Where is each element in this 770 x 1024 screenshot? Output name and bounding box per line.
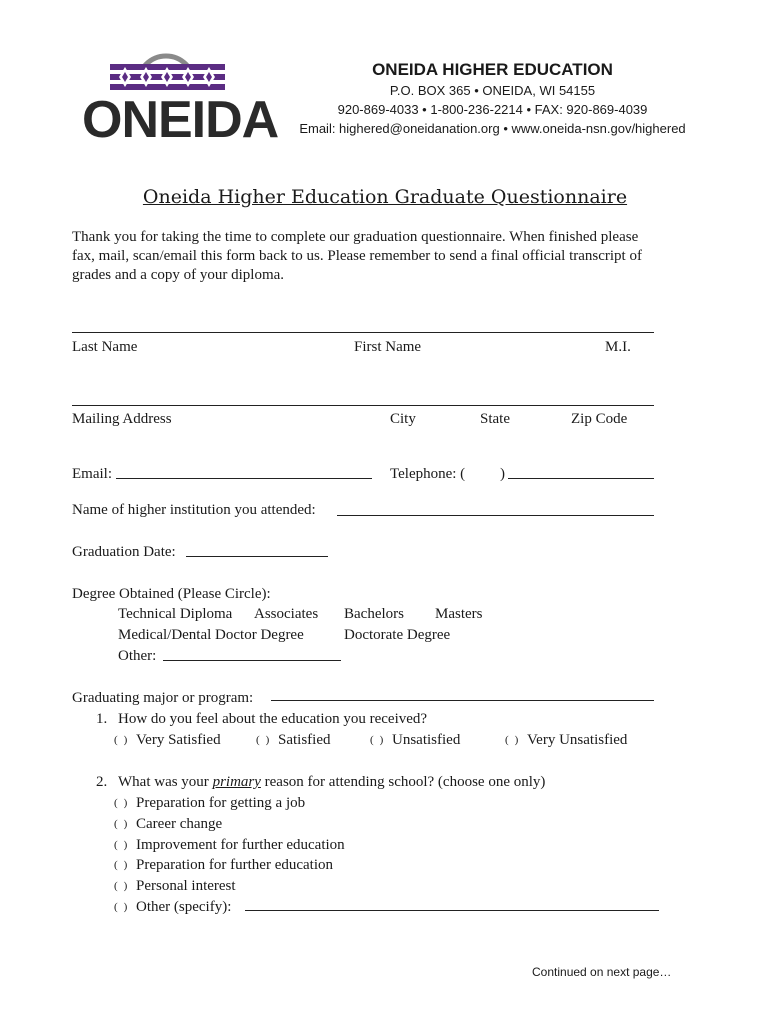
checkbox-icon[interactable]: ()	[114, 734, 134, 746]
q2-option-label: Career change	[136, 816, 223, 832]
degree-option-bachelors[interactable]: Bachelors	[344, 606, 404, 622]
q2-option-label: Preparation for further education	[136, 857, 333, 873]
city-label: City	[390, 411, 416, 427]
q2-number: 2.	[96, 774, 108, 790]
q1-option-label: Satisfied	[278, 732, 331, 748]
graduation-date-field[interactable]	[186, 556, 328, 557]
checkbox-icon[interactable]: ()	[114, 797, 134, 809]
email-field[interactable]	[116, 478, 372, 479]
q2-option-label: Other (specify):	[136, 899, 232, 915]
intro-line-1: Thank you for taking the time to complete our graduation questionnaire. When finished please	[72, 229, 639, 245]
logo-emblem-icon	[80, 36, 255, 96]
degree-option-masters[interactable]: Masters	[435, 606, 483, 622]
q2-option-job[interactable]	[114, 794, 305, 812]
q2-option-improvement[interactable]	[114, 836, 345, 854]
q2-option-label: Personal interest	[136, 878, 236, 894]
q1-option-very-satisfied[interactable]	[114, 731, 221, 749]
q2-text	[118, 773, 545, 791]
logo-wordmark: ONEIDA	[82, 91, 279, 149]
q2-option-other[interactable]	[114, 898, 231, 916]
q2-text-emphasis: primary	[212, 774, 261, 790]
org-contact: Email: highered@oneidanation.org • www.oneida-nsn.gov/highered	[299, 121, 686, 136]
q1-number: 1.	[96, 711, 108, 727]
q2-option-label: Preparation for getting a job	[136, 795, 306, 811]
checkbox-icon[interactable]: ()	[114, 880, 134, 892]
continued-note: Continued on next page…	[532, 965, 672, 979]
intro-line-2: fax, mail, scan/email this form back to us. Please remember to send a final official transcript of	[72, 248, 642, 264]
mi-label: M.I.	[605, 339, 631, 355]
degree-option-medical-dental[interactable]: Medical/Dental Doctor Degree	[118, 627, 304, 643]
major-field[interactable]	[271, 700, 654, 701]
q2-text-after: reason for attending school? (choose one only)	[260, 774, 546, 790]
degree-other-label: Other:	[118, 648, 157, 664]
oneida-logo	[80, 36, 279, 149]
institution-field[interactable]	[337, 515, 654, 516]
degree-label: Degree Obtained (Please Circle):	[72, 586, 271, 602]
q2-option-preparation[interactable]	[114, 856, 333, 874]
q1-option-very-unsatisfied[interactable]	[505, 731, 627, 749]
q1-option-satisfied[interactable]	[256, 731, 331, 749]
zip-label: Zip Code	[571, 411, 628, 427]
checkbox-icon[interactable]: ()	[505, 734, 525, 746]
checkbox-icon[interactable]: ()	[370, 734, 390, 746]
q1-text: How do you feel about the education you received?	[118, 711, 428, 727]
first-name-label: First Name	[354, 339, 422, 355]
last-name-label: Last Name	[72, 339, 138, 355]
checkbox-icon[interactable]: ()	[256, 734, 276, 746]
q1-option-label: Very Satisfied	[136, 732, 221, 748]
intro-line-3: grades and a copy of your diploma.	[72, 267, 285, 283]
org-phones: 920-869-4033 • 1-800-236-2214 • FAX: 920-869-4039	[337, 102, 648, 117]
q2-option-personal-interest[interactable]	[114, 877, 236, 895]
email-label: Email:	[72, 466, 112, 482]
institution-label: Name of higher institution you attended:	[72, 502, 316, 518]
graduation-date-label: Graduation Date:	[72, 544, 176, 560]
name-input-line[interactable]	[72, 332, 654, 333]
q1-option-label: Very Unsatisfied	[527, 732, 628, 748]
degree-other-field[interactable]	[163, 660, 341, 661]
checkbox-icon[interactable]: ()	[114, 839, 134, 851]
page-title: Oneida Higher Education Graduate Questionnaire	[142, 186, 628, 208]
org-name: ONEIDA HIGHER EDUCATION	[372, 60, 613, 79]
q2-other-field[interactable]	[245, 910, 659, 911]
checkbox-icon[interactable]: ()	[114, 818, 134, 830]
telephone-field[interactable]	[508, 478, 654, 479]
state-label: State	[480, 411, 510, 427]
checkbox-icon[interactable]: ()	[114, 859, 134, 871]
degree-option-associates[interactable]: Associates	[254, 606, 319, 622]
major-label: Graduating major or program:	[72, 690, 254, 706]
q1-option-unsatisfied[interactable]	[370, 731, 460, 749]
telephone-label: Telephone: (	[390, 466, 466, 482]
q2-option-label: Improvement for further education	[136, 837, 345, 853]
q2-text-before: What was your	[118, 774, 213, 790]
degree-option-doctorate[interactable]: Doctorate Degree	[344, 627, 451, 643]
address-input-line[interactable]	[72, 405, 654, 406]
q2-option-career-change[interactable]	[114, 815, 222, 833]
q1-option-label: Unsatisfied	[392, 732, 461, 748]
checkbox-icon[interactable]: ()	[114, 901, 134, 913]
telephone-close-paren: )	[500, 466, 505, 482]
org-address: P.O. BOX 365 • ONEIDA, WI 54155	[389, 83, 596, 98]
degree-option-technical-diploma[interactable]: Technical Diploma	[118, 606, 233, 622]
mailing-address-label: Mailing Address	[72, 411, 172, 427]
